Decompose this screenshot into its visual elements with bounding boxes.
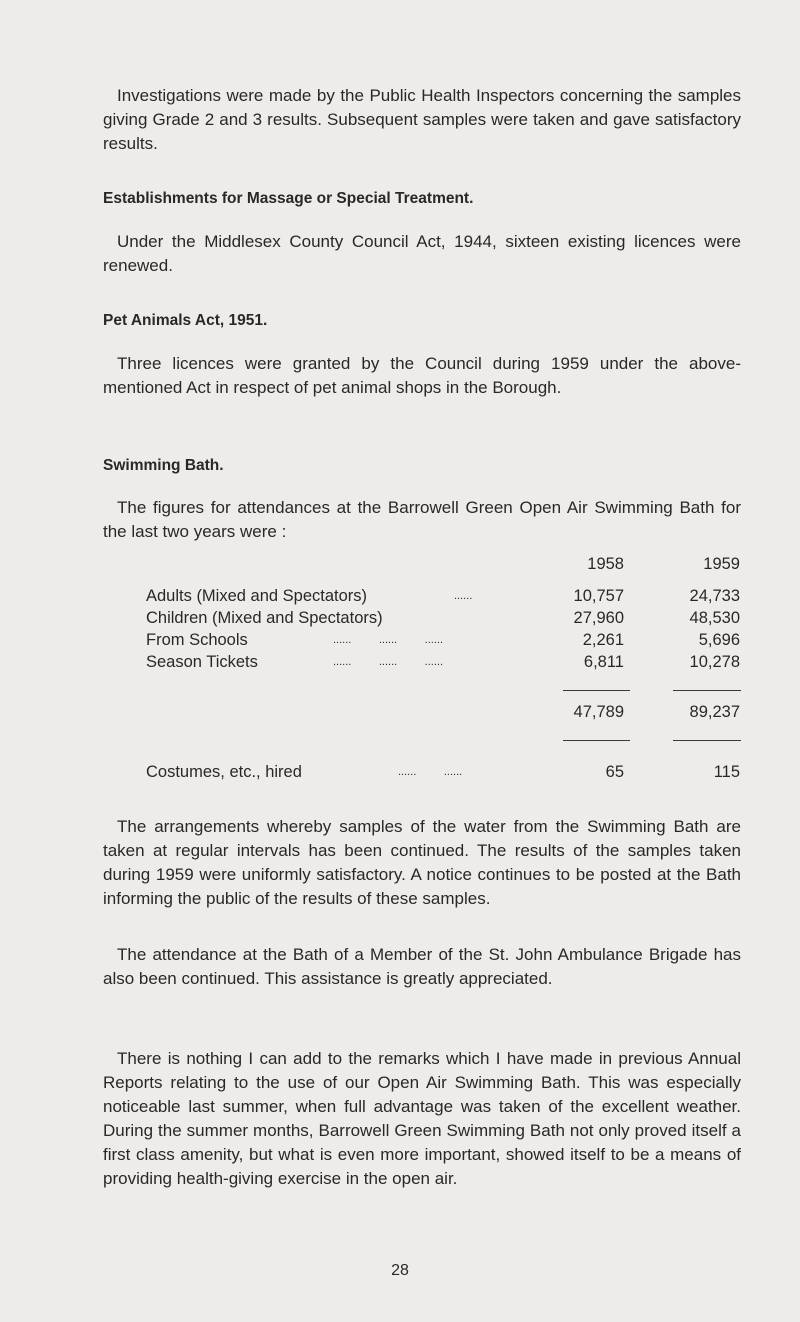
heading-pet-animals-act: Pet Animals Act, 1951.	[103, 312, 268, 329]
value-1959: 48,530	[689, 609, 740, 627]
table-row-schools	[146, 629, 740, 651]
table-header-row	[146, 553, 740, 575]
value-1959: 10,278	[689, 653, 740, 671]
paragraph-water-samples: The arrangements whereby samples of the water from the Swimming Bath are taken at regular intervals has been continued. The results of the samples taken during 1959 were uniformly satisfactory. A notice continues to be posted at the Bath informing the public of the results of these samples.	[103, 817, 741, 908]
row-label: From Schools	[146, 631, 248, 649]
total-1959: 89,237	[689, 703, 740, 721]
table-row-children	[146, 607, 740, 629]
subtotal-rule-1958	[563, 690, 630, 691]
paragraph-massage-licences: Under the Middlesex County Council Act, 1944, sixteen existing licences were renewed.	[103, 232, 741, 275]
column-header-1958: 1958	[587, 555, 624, 573]
page-number: 28	[391, 1262, 409, 1279]
table-row-adults	[146, 585, 740, 607]
value-1959: 5,696	[698, 631, 740, 649]
row-label: Season Tickets	[146, 653, 258, 671]
total-rule-1959	[673, 740, 741, 741]
heading-swimming-bath: Swimming Bath.	[103, 457, 224, 474]
value-1958: 2,261	[582, 631, 624, 649]
value-1959: 24,733	[689, 587, 740, 605]
column-header-1959: 1959	[703, 555, 740, 573]
row-label: Children (Mixed and Spectators)	[146, 609, 383, 627]
paragraph-closing-remarks: There is nothing I can add to the remarks which I have made in previous Annual Reports relating to the use of our Open Air Swimming Bath. This was especially noticeable last summer, when full advantage was taken of the excellent weather. During the summer months, Barrowell Green Swimming Bath not only proved itself a first class amenity, but what is even more important, showed itself to be a means of providing health-giving exercise in the open air.	[103, 1049, 741, 1188]
total-1958: 47,789	[573, 703, 624, 721]
row-leader-dots: ...... ......	[398, 766, 463, 778]
paragraph-ambulance-brigade: The attendance at the Bath of a Member of the St. John Ambulance Brigade has also been continued. This assistance is greatly appreciated.	[103, 945, 741, 988]
subtotal-rule-1959	[673, 690, 741, 691]
value-1958: 10,757	[573, 587, 624, 605]
heading-massage-establishments: Establishments for Massage or Special Treatment.	[103, 190, 474, 207]
table-row-totals	[146, 701, 740, 723]
row-leader-dots: ......	[454, 590, 473, 602]
paragraph-pet-licences: Three licences were granted by the Council during 1959 under the above-mentioned Act in respect of pet animal shops in the Borough.	[103, 354, 741, 397]
value-1959: 115	[713, 763, 740, 781]
row-label: Adults (Mixed and Spectators)	[146, 587, 368, 605]
paragraph-attendance-intro: The figures for attendances at the Barrowell Green Open Air Swimming Bath for the last two years were :	[103, 498, 741, 541]
value-1958: 65	[605, 763, 624, 781]
value-1958: 27,960	[573, 609, 624, 627]
row-label: Costumes, etc., hired	[146, 763, 302, 781]
table-row-costumes	[146, 761, 740, 783]
total-rule-1958	[563, 740, 630, 741]
row-leader-dots: ...... ...... ......	[333, 634, 444, 646]
paragraph-inspections: Investigations were made by the Public Health Inspectors concerning the samples giving Grade 2 and 3 results. Subsequent samples were taken and gave satisfactory results.	[103, 86, 741, 153]
table-row-season-tickets	[146, 651, 740, 673]
row-leader-dots: ...... ...... ......	[333, 656, 444, 668]
value-1958: 6,811	[583, 653, 624, 671]
